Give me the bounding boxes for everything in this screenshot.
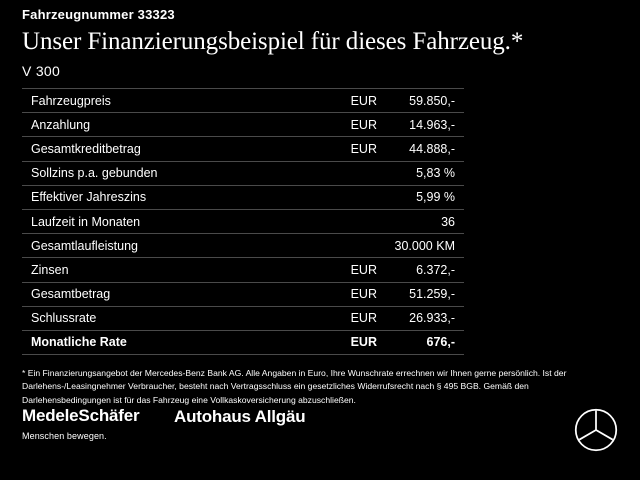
page-title: Unser Finanzierungsbeispiel für dieses Fahrzeug.* (22, 28, 524, 55)
table-row-monthly-rate (22, 330, 464, 355)
table-row (22, 257, 464, 281)
row-currency: EUR (350, 262, 377, 277)
footer (22, 406, 618, 458)
row-value: 30.000 KM (394, 238, 455, 253)
row-label: Schlussrate (31, 311, 97, 326)
table-row (22, 88, 464, 112)
dealer-name: MedeleSchäfer (22, 406, 140, 425)
table-row (22, 112, 464, 136)
row-currency: EUR (350, 93, 377, 108)
row-value: 676,- (426, 335, 455, 350)
vehicle-number: Fahrzeugnummer 33323 (22, 7, 175, 22)
row-label: Laufzeit in Monaten (31, 214, 141, 229)
row-currency: EUR (350, 311, 377, 326)
row-value: 51.259,- (409, 287, 455, 302)
row-currency: EUR (350, 335, 377, 350)
finance-table (22, 88, 464, 355)
footnote: * Ein Finanzierungsangebot der Mercedes-Benz Bank AG. Alle Angaben in Euro, Ihre Wunschrate errechnen wir Ihnen gerne persönlich. Ist der Darlehens-/Leasingnehmer Verbraucher, besteht nach Vertragsschluss ein gesetzliches Widerrufsrecht nach § 495 BGB. Gemäß den Darlehensbedingungen ist für das Fahrzeug eine Vollkaskoversicherung abzuschließen. (22, 368, 567, 405)
row-label: Gesamtkreditbetrag (31, 141, 141, 156)
table-row (22, 209, 464, 233)
table-row (22, 282, 464, 306)
row-currency: EUR (350, 141, 377, 156)
content-container (22, 0, 618, 480)
table-row (22, 233, 464, 257)
model-name: V 300 (22, 63, 61, 79)
dealer-claim: Menschen bewegen. (22, 431, 107, 441)
row-label: Effektiver Jahreszins (31, 190, 147, 205)
row-value: 5,83 % (416, 166, 455, 181)
row-label: Gesamtlaufleistung (31, 238, 139, 253)
row-label: Monatliche Rate (31, 335, 127, 350)
mercedes-benz-star-logo (574, 408, 618, 452)
row-value: 14.963,- (409, 117, 455, 132)
row-currency: EUR (350, 117, 377, 132)
dealer-second-name: Autohaus Allgäu (174, 407, 306, 426)
table-row (22, 136, 464, 160)
row-currency: EUR (350, 287, 377, 302)
row-value: 44.888,- (409, 141, 455, 156)
row-value: 36 (441, 214, 455, 229)
row-value: 5,99 % (416, 190, 455, 205)
row-label: Gesamtbetrag (31, 287, 111, 302)
row-label: Fahrzeugpreis (31, 93, 111, 108)
table-row (22, 306, 464, 330)
row-value: 26.933,- (409, 311, 455, 326)
dealer-brand (22, 406, 139, 441)
row-label: Sollzins p.a. gebunden (31, 166, 158, 181)
row-value: 59.850,- (409, 93, 455, 108)
table-row (22, 185, 464, 209)
row-label: Zinsen (31, 262, 69, 277)
row-label: Anzahlung (31, 117, 91, 132)
table-row (22, 161, 464, 185)
row-value: 6.372,- (416, 262, 455, 277)
